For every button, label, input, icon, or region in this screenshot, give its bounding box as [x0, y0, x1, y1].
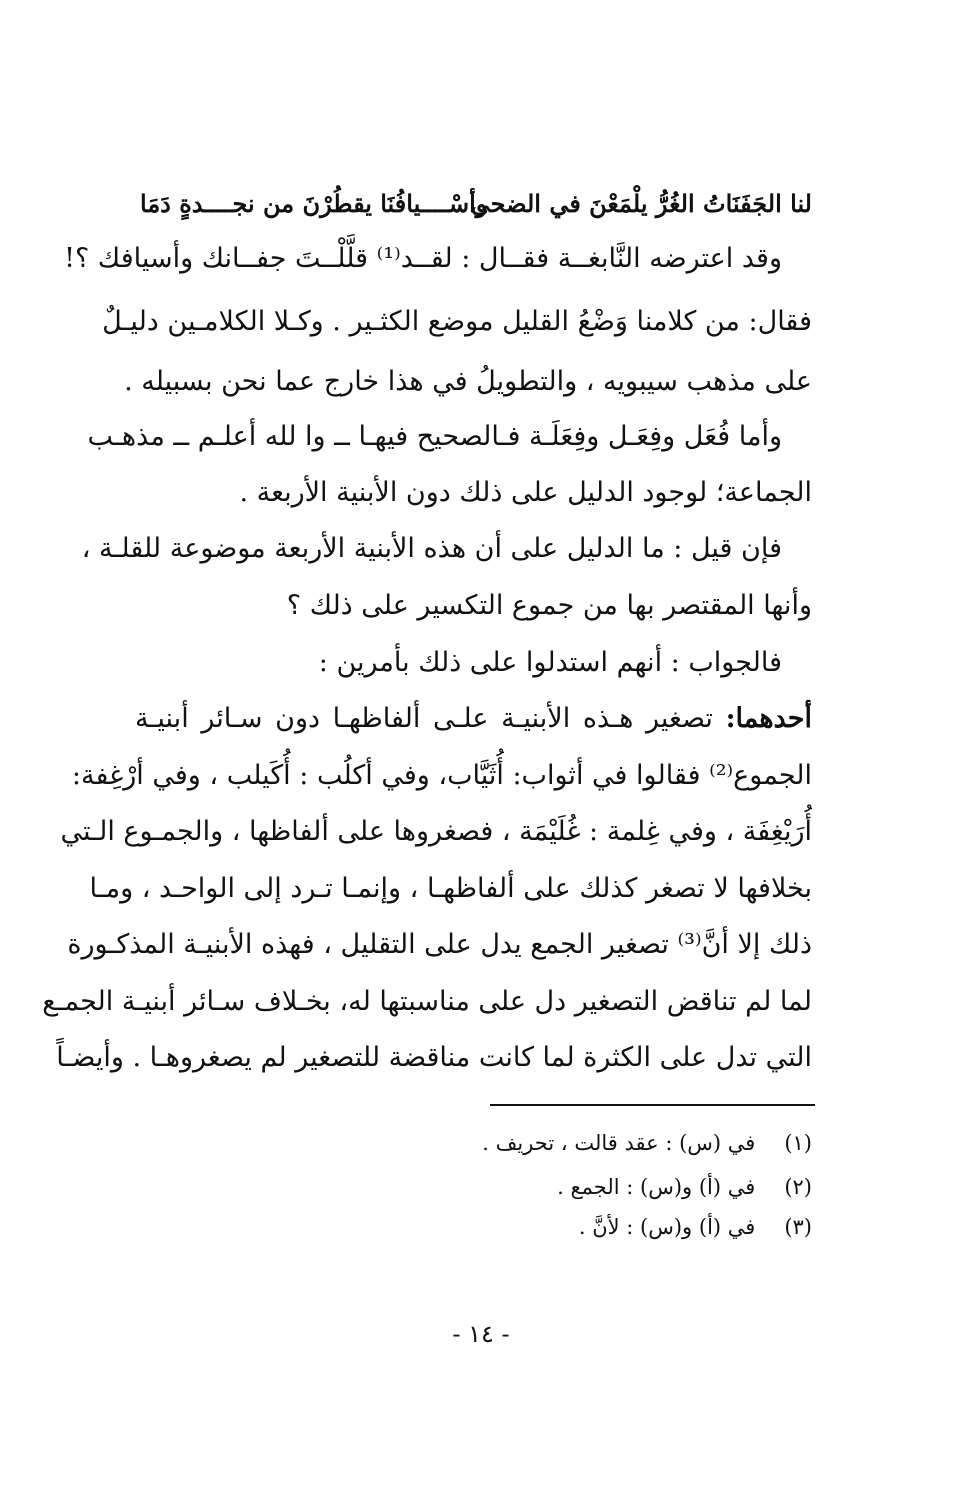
body-line-3: على مذهب سيبويه ، والتطويلُ في هذا خارج عما نحن بسبيله .: [124, 366, 812, 397]
footnote-1: [482, 1128, 812, 1158]
footnote-separator: [490, 1104, 815, 1106]
paragraph-lead-rest: تصغير هـذه الأبنيـة علـى ألفاظهـا دون سـائر أبنيـة: [135, 703, 726, 734]
paragraph-line-6: التي تدل على الكثرة لما كانت مناقضة للتصغير لم يصغروهـا . وأيضـاً: [56, 1042, 812, 1073]
footnote-3-text: في (أ) و(س) : لأنَّ .: [578, 1215, 756, 1239]
paragraph-line-4: ذلك إلا أنَّ⁽³⁾ تصغير الجمع يدل على التقليل ، فهذه الأبنيـة المذكـورة: [67, 929, 812, 960]
footnote-3: [579, 1212, 812, 1242]
paragraph-lead: أحدهما:: [725, 703, 812, 734]
paragraph-line-3: بخلافها لا تصغر كذلك على ألفاظهـا ، وإنمـا تـرد إلى الواحـد ، ومـا: [89, 873, 812, 904]
footnote-3-number: (٣): [784, 1215, 812, 1239]
paragraph-line-5: لما لم تناقض التصغير دل على مناسبتها له، بخـلاف سـائر أبنيـة الجمـع: [42, 986, 812, 1017]
body-line-7: وأنها المقتصر بها من جموع التكسير على ذلك ؟: [286, 590, 812, 621]
body-line-2: فقال: من كلامنا وَضْعُ القليل موضع الكثـير . وكـلا الكلامـين دليـلٌ: [102, 306, 812, 337]
page-number: - ١٤ -: [452, 1320, 510, 1348]
paragraph-line-1: الجموع⁽²⁾ فقالوا في أثواب: أُثَيَّاب، وفي أكلُب : أُكَيلب ، وفي أرْغِفة:: [71, 760, 812, 791]
footnote-2: [557, 1172, 812, 1202]
paragraph-first-line: [135, 700, 812, 738]
body-line-8: فالجواب : أنهم استدلوا على ذلك بأمرين :: [318, 647, 782, 678]
paragraph-line-2: أُرَيْغِفَة ، وفي غِلمة : غُلَيْمَة ، فصغروها على ألفاظها ، والجمـوع الـتي: [60, 816, 812, 847]
footnote-2-text: في (أ) و(س) : الجمع .: [557, 1175, 756, 1199]
body-line-6: فإن قيل : ما الدليل على أن هذه الأبنية الأربعة موضوعة للقلـة ،: [81, 533, 782, 564]
body-line-5: الجماعة؛ لوجود الدليل على ذلك دون الأبنية الأربعة .: [239, 477, 812, 508]
footnote-1-number: (١): [784, 1131, 812, 1155]
body-line-4: وأما فُعَل وفِعَـل وفِعَلَـة فـالصحيح فيهـا ــ وا لله أعلـم ــ مذهـب: [87, 421, 782, 452]
verse-right-hemistich: لنا الجَفَنَاتُ الغُرُّ يلْمَعْنَ في الضحى: [470, 189, 812, 218]
footnote-2-number: (٢): [784, 1175, 812, 1199]
verse-left-hemistich: وأسْــــيافُنَا يقطُرْنَ من نجــــدةٍ دَمَا: [140, 189, 488, 218]
footnote-1-text: في (س) : عقد قالت ، تحريف .: [482, 1131, 756, 1155]
body-line-1: وقد اعترضه النَّابغــة فقــال : لقــد⁽¹⁾ قلَّلْــتَ جفــانك وأسيافك ؟!: [64, 243, 782, 274]
